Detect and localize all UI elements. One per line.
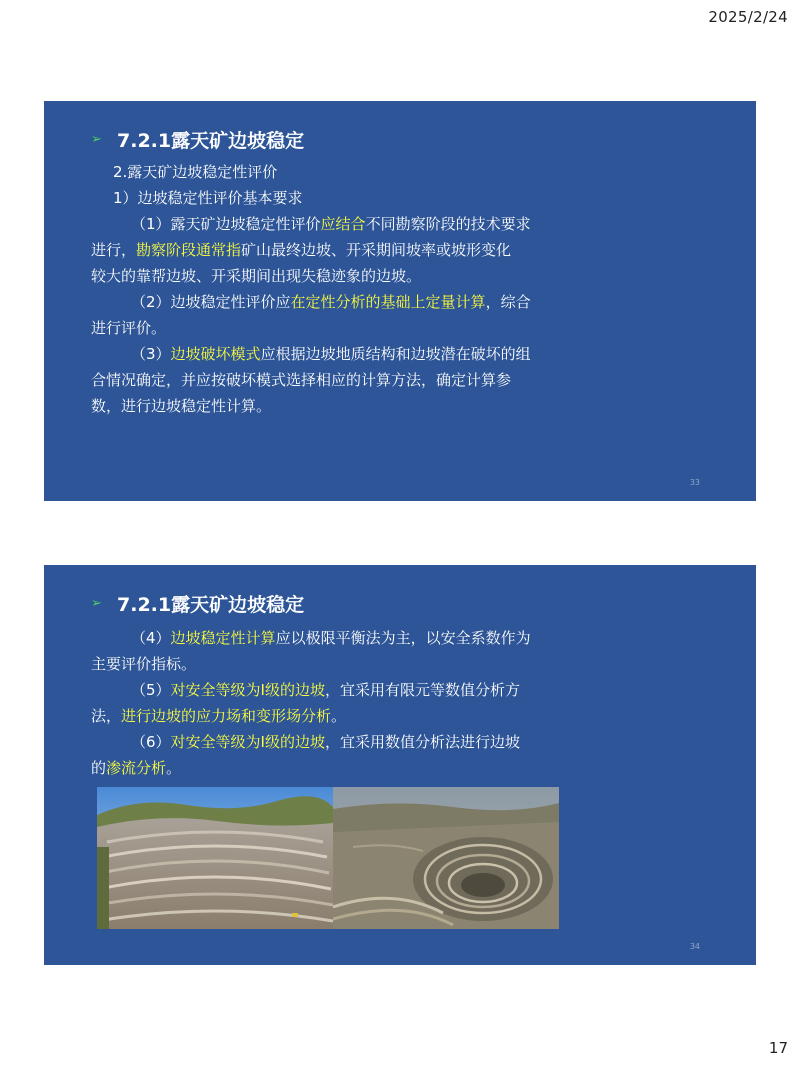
open-pit-mine-photo-left: [97, 787, 333, 929]
paragraph-line: （3）边坡破坏模式应根据边坡地质结构和边坡潜在破坏的组: [131, 345, 531, 363]
page-number: 17: [768, 1039, 788, 1057]
arrow-bullet-icon: ➢: [91, 596, 102, 611]
slide-title-text: 7.2.1露天矿边坡稳定: [117, 594, 305, 616]
slide-title-text: 7.2.1露天矿边坡稳定: [117, 130, 305, 152]
open-pit-mine-photo-right: [333, 787, 559, 929]
subsection-heading: 1）边坡稳定性评价基本要求: [113, 189, 303, 207]
paragraph-line: 主要评价指标。: [91, 655, 197, 673]
paragraph-line: 进行，勘察阶段通常指矿山最终边坡、开采期间坡率或坡形变化: [91, 241, 512, 259]
arrow-bullet-icon: ➢: [91, 132, 102, 147]
paragraph-line: （2）边坡稳定性评价应在定性分析的基础上定量计算，综合: [131, 293, 531, 311]
paragraph-line: （5）对安全等级为Ⅰ级的边坡，宜采用有限元等数值分析方: [131, 681, 520, 699]
slide-33: [44, 101, 756, 501]
open-pit-mine-photos: [97, 787, 559, 929]
page-date: 2025/2/24: [708, 8, 788, 26]
paragraph-line: （4）边坡稳定性计算应以极限平衡法为主，以安全系数作为: [131, 629, 531, 647]
paragraph-line: 较大的靠帮边坡、开采期间出现失稳迹象的边坡。: [91, 267, 422, 285]
paragraph-line: （6）对安全等级为Ⅰ级的边坡，宜采用数值分析法进行边坡: [131, 733, 520, 751]
slide-number: 34: [689, 942, 700, 951]
section-heading: 2.露天矿边坡稳定性评价: [113, 163, 278, 181]
paragraph-line: 合情况确定，并应按破坏模式选择相应的计算方法，确定计算参: [91, 371, 512, 389]
slide-title: [91, 126, 304, 153]
slide-number: 33: [689, 478, 700, 487]
paragraph-line: （1）露天矿边坡稳定性评价应结合不同勘察阶段的技术要求: [131, 215, 531, 233]
slide-title: [91, 590, 304, 617]
paragraph-line: 进行评价。: [91, 319, 167, 337]
slide-34: [44, 565, 756, 965]
paragraph-line: 法，进行边坡的应力场和变形场分析。: [91, 707, 347, 725]
slide-body: [91, 159, 571, 419]
slide-body: [91, 625, 571, 781]
paragraph-line: 的渗流分析。: [91, 759, 182, 777]
paragraph-line: 数，进行边坡稳定性计算。: [91, 397, 272, 415]
